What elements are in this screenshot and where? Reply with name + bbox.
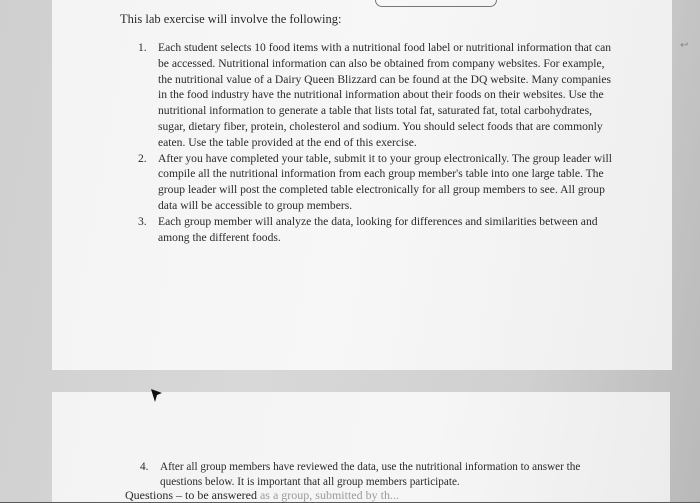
item-number: 4.	[140, 461, 149, 473]
item-text: After you have completed your table, submit it to your group electronically. The group leader will compile all the nutritional information from each group member's table into one large table. The group leader will post the completed table electronically for all group members to see. All group data will be accessible to group members.	[158, 151, 612, 212]
item-text: After all group members have reviewed the data, use the nutritional information to answer the questions below. It is important that all group members participate.	[160, 461, 581, 488]
mouse-cursor-icon	[150, 388, 164, 404]
undo-icon[interactable]: ↩	[680, 40, 689, 51]
list-item-4	[140, 460, 610, 489]
exercise-list	[136, 40, 616, 245]
bracket-mark	[375, 0, 497, 7]
questions-heading	[125, 488, 399, 503]
item-text: Each group member will analyze the data, looking for differences and similarities between and among the different foods.	[158, 214, 598, 244]
item-text: Each student selects 10 food items with a nutritional food label or nutritional information that can be accessed. Nutritional information can also be obtained from company websites. For example, the nutritional value of a Dairy Queen Blizzard can be found at the DQ website. Many companies in the food industry have the nutritional information about their foods on their websites. Use the nutritional information to generate a table that lists total fat, saturated fat, total carbohydrates, sugar, dietary fiber, protein, cholesterol and sodium. You should select foods that are commonly eaten. Use the table provided at the end of this exercise.	[158, 41, 612, 149]
item-number: 2.	[138, 151, 147, 165]
list-item	[136, 40, 616, 151]
list-item	[136, 214, 616, 246]
questions-text-faded: as a group, submitted by th...	[259, 488, 399, 502]
item-number: 3.	[138, 214, 147, 228]
item-number: 1.	[138, 41, 147, 54]
questions-text: Questions – to be answered	[125, 488, 260, 502]
intro-text: This lab exercise will involve the following:	[120, 12, 342, 26]
list-item	[136, 151, 616, 214]
